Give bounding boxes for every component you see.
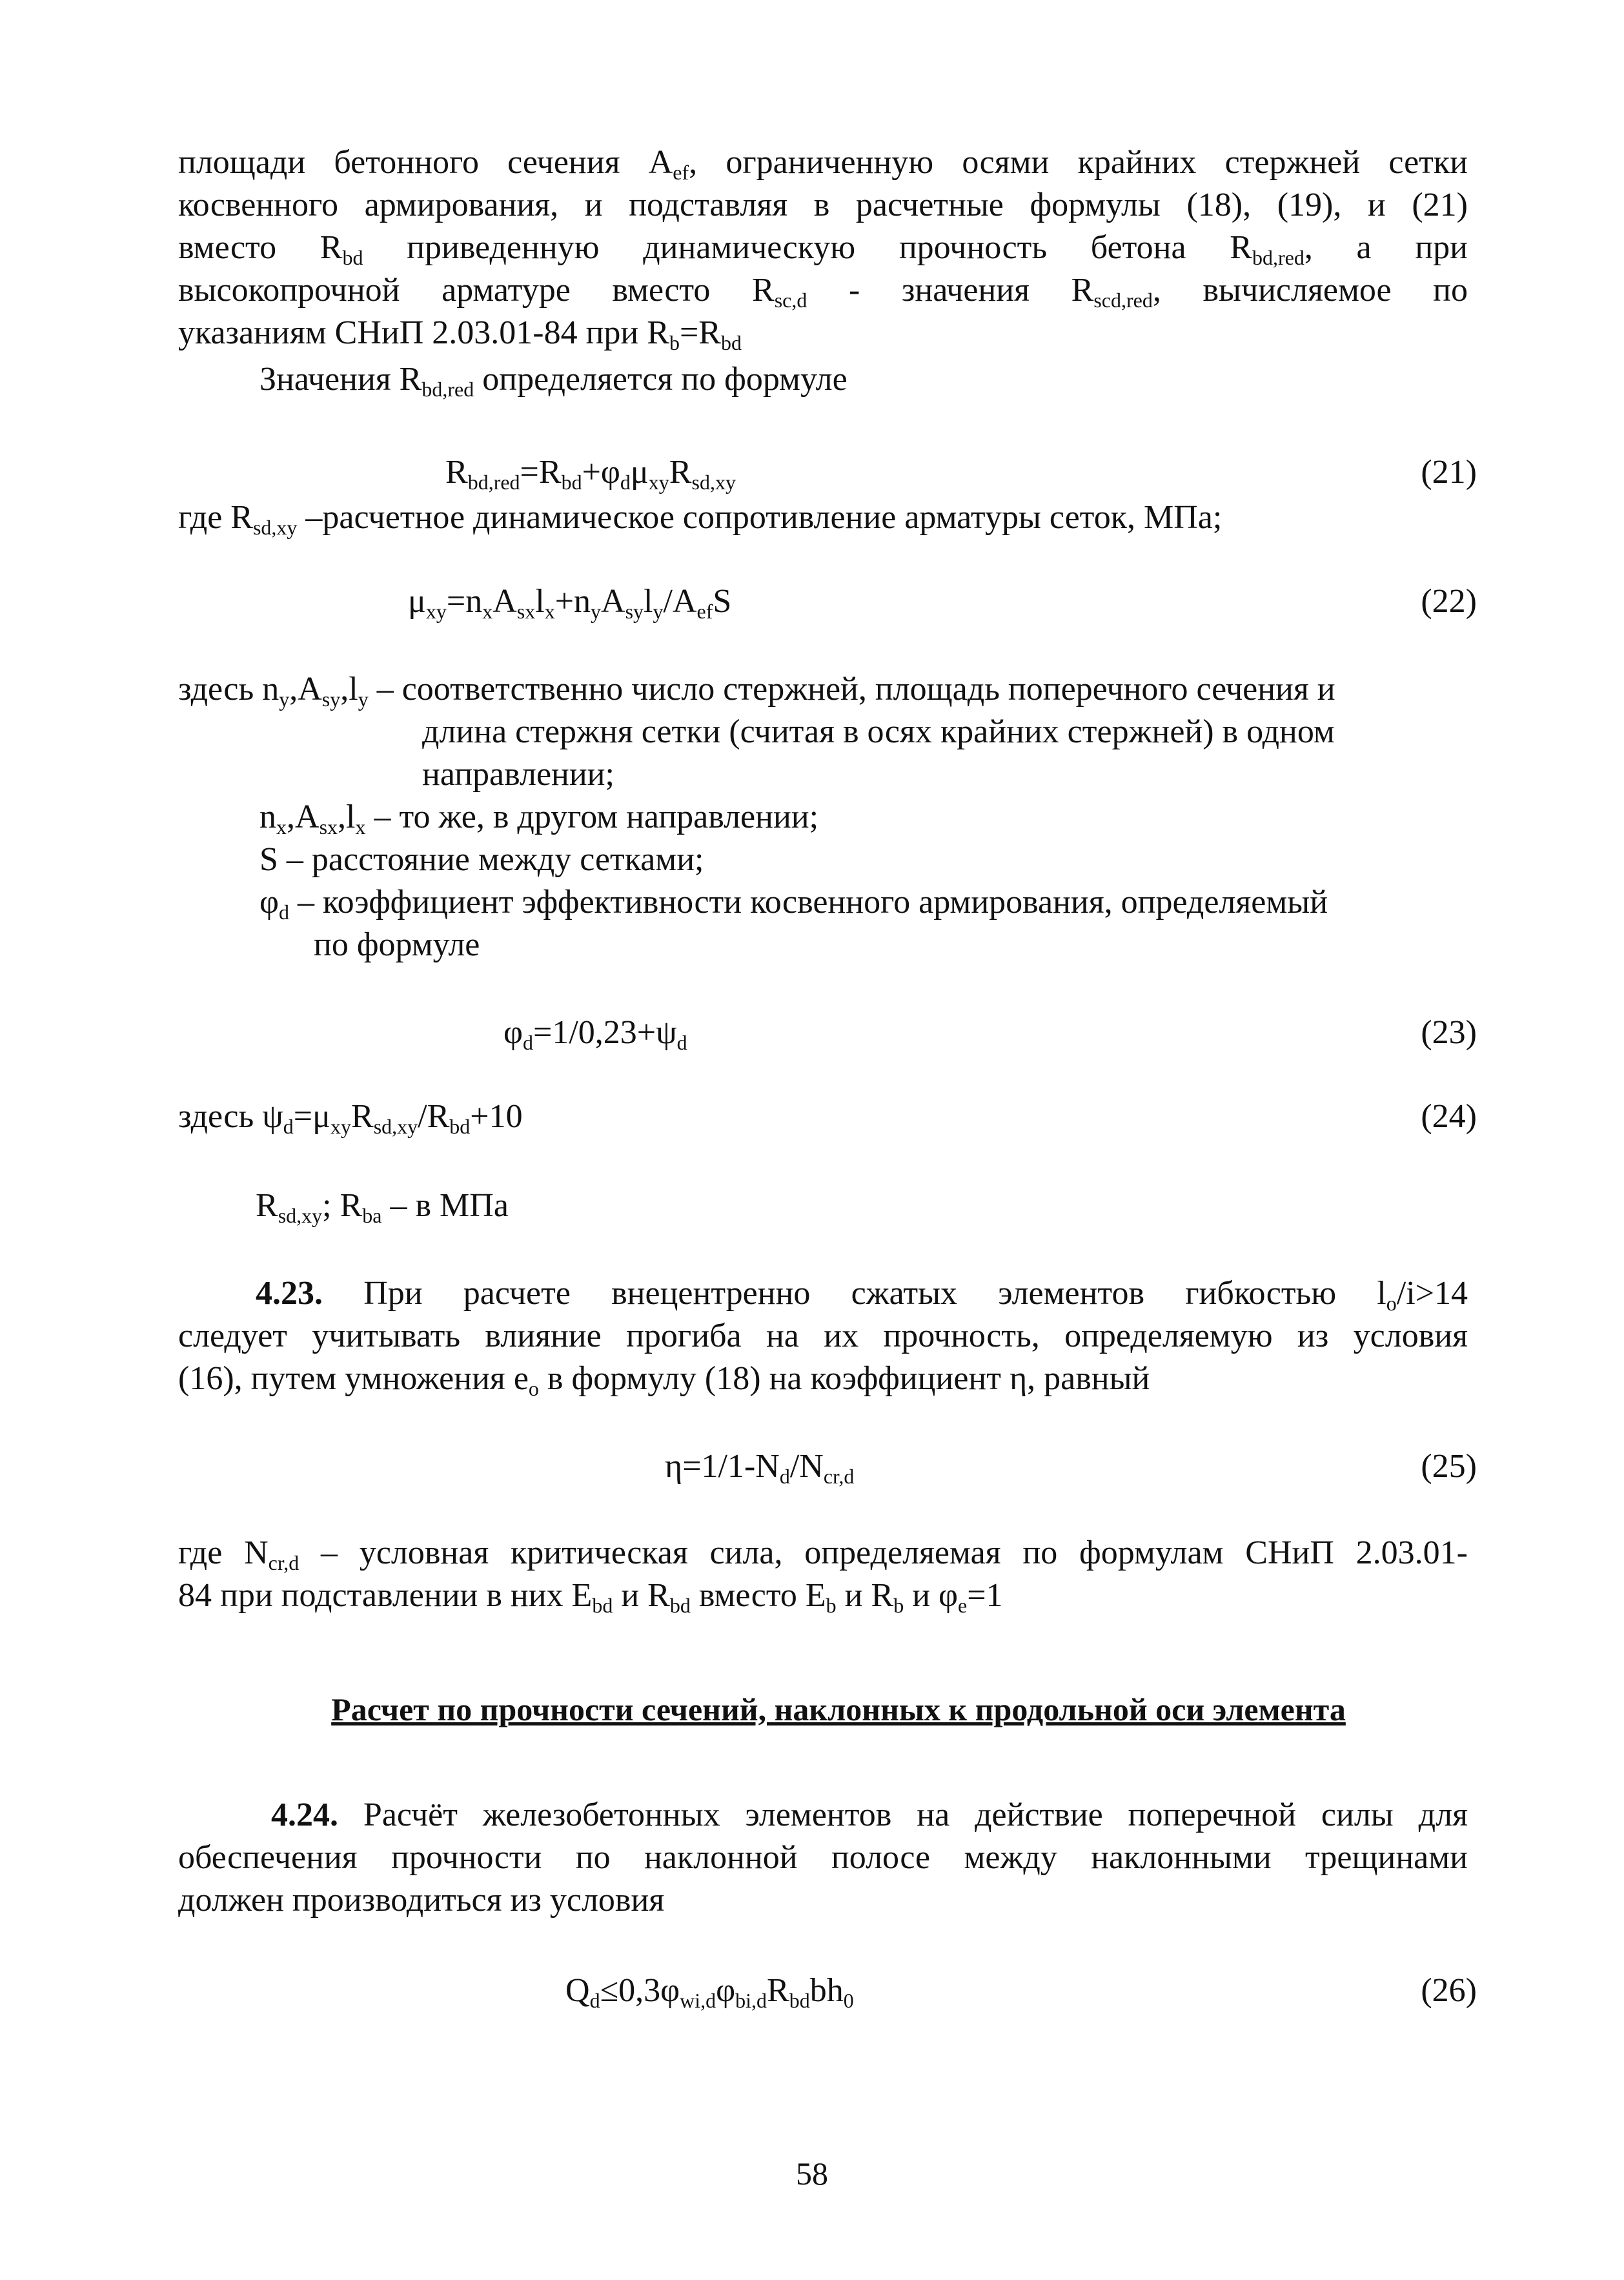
- text-line: $R_{sd,xy}$; $R_{ba}$ – в МПа: [256, 1187, 509, 1227]
- text-line: 84 при подставлении в них $E_{bd}$ и $R_{bd}$ вместо $E_b$ и $R_b$ и $\varphi_e=1$: [178, 1577, 1003, 1617]
- formula-22: $\mu_{xy}=n_xA_{sx}l_x+n_yA_{sy}l_y/A_{ef}S$: [408, 583, 732, 623]
- text-line: (16), путем умножения $e_o$ в формулу (18) на коэффициент η, равный: [178, 1360, 1150, 1400]
- text-line: здесь $n_y,A_{sy},l_y$ – соответственно число стержней, площадь поперечного сечения и: [178, 671, 1335, 711]
- text-line: площади бетонного сечения $A_{ef}$, ограниченную осями крайних стержней сетки: [178, 144, 1468, 184]
- text-line: где $R_{sd,xy}$ –расчетное динамическое сопротивление арматуры сеток, МПа;: [178, 499, 1223, 539]
- formula-23: $\varphi_d=1/0,23+\psi_d$: [503, 1014, 687, 1054]
- text-line: должен производиться из условия: [178, 1882, 665, 1919]
- text-line: указаниям СНиП 2.03.01-84 при $R_b=R_{bd}$: [178, 314, 742, 354]
- text-line: следует учитывать влияние прогиба на их прочность, определяемую из условия: [178, 1318, 1468, 1354]
- text-line: обеспечения прочности по наклонной полосе между наклонными трещинами: [178, 1839, 1468, 1876]
- equation-number: (26): [1421, 1972, 1477, 2009]
- text-line: S – расстояние между сетками;: [259, 841, 704, 878]
- text-line: длина стержня сетки (считая в осях крайних стержней) в одном: [422, 713, 1335, 750]
- text-line: 4.24. Расчёт железобетонных элементов на действие поперечной силы для: [271, 1797, 1468, 1833]
- equation-number: (24): [1421, 1098, 1477, 1135]
- equation-number: (21): [1421, 454, 1477, 491]
- formula-25: $\eta=1/1-N_d/N_{cr,d}$: [665, 1448, 855, 1488]
- text-line: косвенного армирования, и подставляя в расчетные формулы (18), (19), и (21): [178, 187, 1468, 223]
- text-line: $\varphi_d$ – коэффициент эффективности косвенного армирования, определяемый: [259, 884, 1328, 924]
- formula-24: здесь $\psi_d=\mu_{xy}R_{sd,xy}/R_{bd}+10$: [178, 1098, 523, 1138]
- equation-number: (23): [1421, 1014, 1477, 1051]
- equation-number: (22): [1421, 583, 1477, 620]
- text-line: $n_x,A_{sx},l_x$ – то же, в другом направлении;: [259, 799, 819, 839]
- formula-26: $Q_d\le 0,3\varphi_{wi,d}\varphi_{bi,d}R_{bd}bh_0$: [565, 1972, 854, 2012]
- text-line: вместо $R_{bd}$ приведенную динамическую прочность бетона $R_{bd,red}$, а при: [178, 229, 1468, 269]
- text-line: 4.23. При расчете внецентренно сжатых элементов гибкостью $l_o/i>14$: [256, 1275, 1468, 1315]
- page-number: 58: [796, 2155, 828, 2192]
- formula-21: $R_{bd,red}=R_{bd}+\varphi_d\mu_{xy}R_{sd,xy}$: [445, 454, 736, 494]
- text-line: Значения $R_{bd,red}$ определяется по формуле: [259, 361, 848, 401]
- text-line: высокопрочной арматуре вместо $R_{sc,d}$ - значения $R_{scd,red}$, вычисляемое по: [178, 272, 1468, 312]
- section-heading: Расчет по прочности сечений, наклонных к продольной оси элемента: [331, 1691, 1346, 1727]
- text-line: направлении;: [422, 756, 614, 793]
- text-line: где $N_{cr,d}$ – условная критическая сила, определяемая по формулам СНиП 2.03.01-: [178, 1534, 1468, 1574]
- text-line: по формуле: [314, 926, 480, 963]
- equation-number: (25): [1421, 1448, 1477, 1485]
